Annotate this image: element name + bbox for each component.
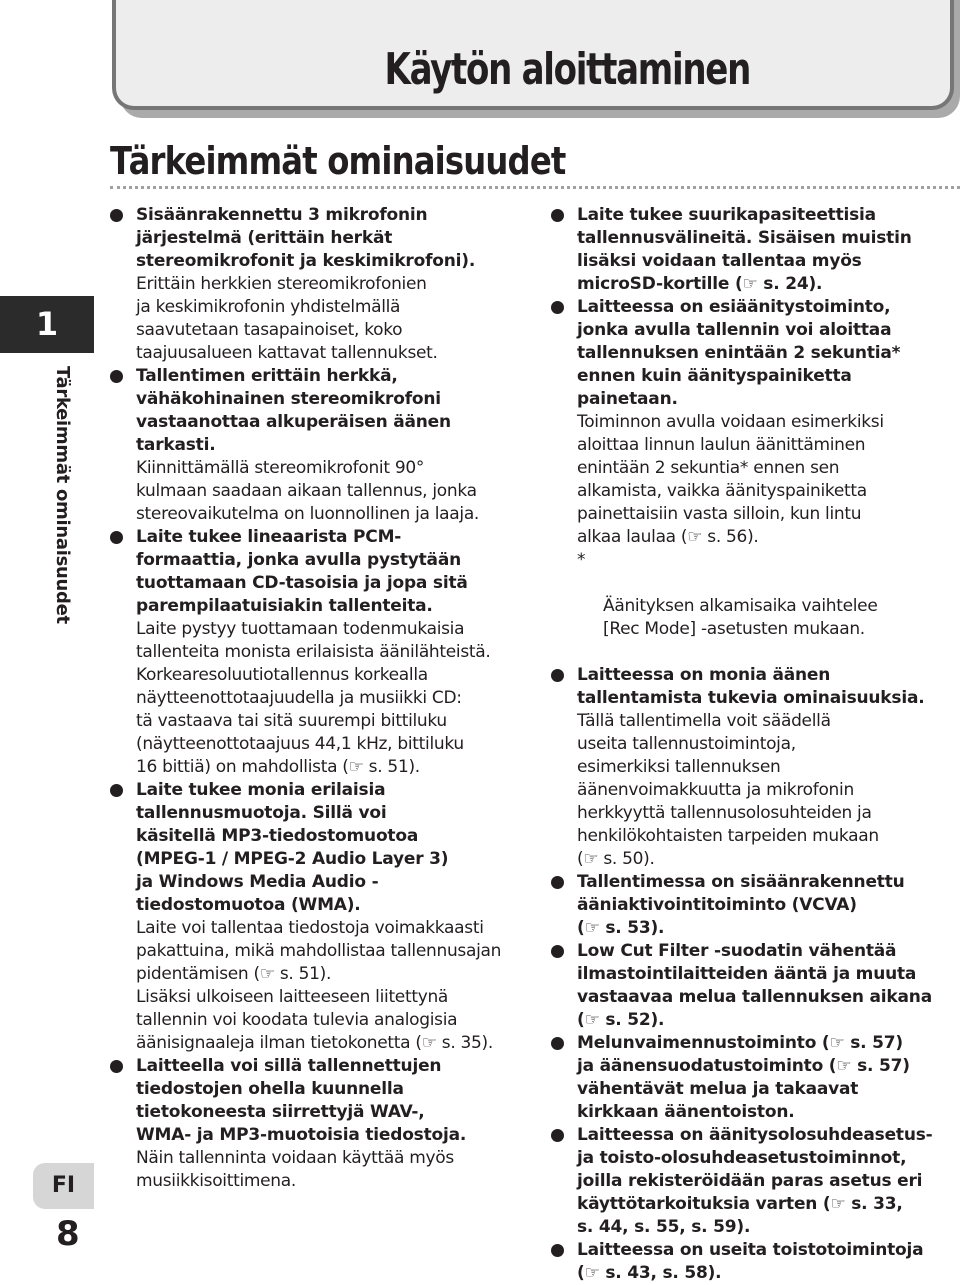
bullet-icon [551,669,564,682]
feature-item [551,871,960,940]
feature-item [110,526,530,779]
feature-heading: Laitteessa on äänitysolosuhdeasetus- ja toisto-olosuhdeasetustoiminnot, joilla rekisteröidään paras asetus eri käyttötarkoituksia varten (☞ s. 33, s. 44, s. 55, s. 59). [577,1125,933,1237]
feature-description: Laite pystyy tuottamaan todenmukaisia tallenteita monista erilaisista äänilähteistä. Korkearesoluutiotallennus korkealla näytteenottotaajuudella ja musiikki CD: tä vastaava tai sitä suurempi bittiluku (näytteenottotaajuus 44,1 kHz, bittiluku 16 bittiä) on mahdollista (☞ s. 51). [136,619,491,777]
bullet-icon [551,1129,564,1142]
feature-description: Kiinnittämällä stereomikrofonit 90° kulmaan saadaan aikaan tallennus, jonka stereovaikutelma on luonnollinen ja laaja. [136,458,480,524]
feature-item [551,940,960,1032]
feature-heading: Laitteessa on monia äänen tallentamista tukevia ominaisuuksia. [577,665,925,708]
bullet-icon [110,209,123,222]
feature-heading: Tallentimessa on sisäänrakennettu ääniaktivointitoiminto (VCVA) (☞ s. 53). [577,872,905,938]
feature-heading: Laitteessa on esiäänitystoiminto, jonka avulla tallennin voi aloittaa tallennuksen enintään 2 sekuntia* ennen kuin äänityspainiketta painetaan. [577,297,901,409]
feature-heading: Laitteessa on useita toistotoimintoja (☞ s. 43, s. 58). [577,1240,924,1283]
bullet-icon [110,784,123,797]
feature-description: Erittäin herkkien stereomikrofonien ja keskimikrofonin yhdistelmällä saavutetaan tasapainoiset, koko taajuusalueen kattavat tallennukset. [136,274,438,363]
bullet-icon [551,209,564,222]
footnote-text: Äänityksen alkamisaika vaihtelee [Rec Mode] -asetusten mukaan. [603,596,878,639]
feature-heading: Laite tukee monia erilaisia tallennusmuotoja. Sillä voi käsitellä MP3-tiedostomuotoa (MPEG-1 / MPEG-2 Audio Layer 3) ja Windows Media Audio - tiedostomuotoa (WMA). [136,780,449,915]
page-number: 8 [56,1214,80,1254]
bullet-icon [110,1060,123,1073]
footnote [577,549,960,664]
right-column [551,204,960,1285]
feature-heading: Melunvaimennustoiminto (☞ s. 57) ja äänensuodatustoiminto (☞ s. 57) vähentävät melua ja takaavat kirkkaan äänentoiston. [577,1033,910,1122]
feature-item [110,779,530,1055]
feature-item [551,664,960,871]
feature-heading: Tallentimen erittäin herkkä, vähäkohinainen stereomikrofoni vastaanottaa alkuperäisen äänen tarkasti. [136,366,451,455]
footnote-marker: * [577,550,586,570]
feature-item [110,1055,530,1193]
feature-item [110,365,530,526]
left-column [110,204,530,1193]
feature-description: Laite voi tallentaa tiedostoja voimakkaasti pakattuina, mikä mahdollistaa tallennusajan pidentämisen (☞ s. 51). Lisäksi ulkoiseen laitteeseen liitettynä tallennin voi koodata tulevia analogisia äänisignaaleja ilman tietokonetta (☞ s. 35). [136,918,502,1053]
feature-heading: Laitteella voi sillä tallennettujen tiedostojen ohella kuunnella tietokoneesta siirrettyjä WAV-, WMA- ja MP3-muotoisia tiedostoja. [136,1056,467,1145]
feature-item [551,204,960,296]
bullet-icon [551,1037,564,1050]
page-title: Käytön aloittaminen [384,44,750,95]
feature-description: Näin tallenninta voidaan käyttää myös musiikkisoittimena. [136,1148,454,1191]
feature-item [551,296,960,664]
bullet-icon [110,531,123,544]
feature-item [551,1124,960,1239]
feature-heading: Laite tukee lineaarista PCM- formaattia, jonka avulla pystytään tuottamaan CD-tasoisia ja jopa sitä parempilaatuisiakin tallenteita. [136,527,468,616]
bullet-icon [551,1244,564,1257]
feature-heading: Low Cut Filter -suodatin vähentää ilmastointilaitteiden ääntä ja muuta vastaavaa melua tallennuksen aikana (☞ s. 52). [577,941,932,1030]
feature-item [551,1032,960,1124]
chapter-side-label: Tärkeimmät ominaisuudet [52,366,73,624]
bullet-icon [551,301,564,314]
feature-heading: Sisäänrakennettu 3 mikrofonin järjestelmä (erittäin herkät stereomikrofonit ja keskimikrofoni). [136,205,476,271]
feature-description: Tällä tallentimella voit säädellä useita tallennustoimintoja, esimerkiksi tallennuksen äänenvoimakkuutta ja mikrofonin herkkyyttä tallennusolosuhteiden ja henkilökohtaisten tarpeiden mukaan (☞ s. 50). [577,711,879,869]
bullet-icon [551,945,564,958]
bullet-icon [551,876,564,889]
chapter-number-tab: 1 [0,296,94,353]
feature-description: Toiminnon avulla voidaan esimerkiksi aloittaa linnun laulun äänittäminen enintään 2 sekuntia* ennen sen alkamista, vaikka äänityspainiketta painettaisiin vasta silloin, kun lintu alkaa laulaa (☞ s. 56). [577,412,884,547]
feature-heading: Laite tukee suurikapasiteettisia tallennusvälineitä. Sisäisen muistin lisäksi voidaan tallentaa myös microSD-kortille (☞ s. 24). [577,205,912,294]
language-tab: FI [33,1163,94,1209]
section-divider [110,186,960,189]
section-title: Tärkeimmät ominaisuudet [110,139,566,183]
bullet-icon [110,370,123,383]
feature-item [110,204,530,365]
feature-item [551,1239,960,1285]
